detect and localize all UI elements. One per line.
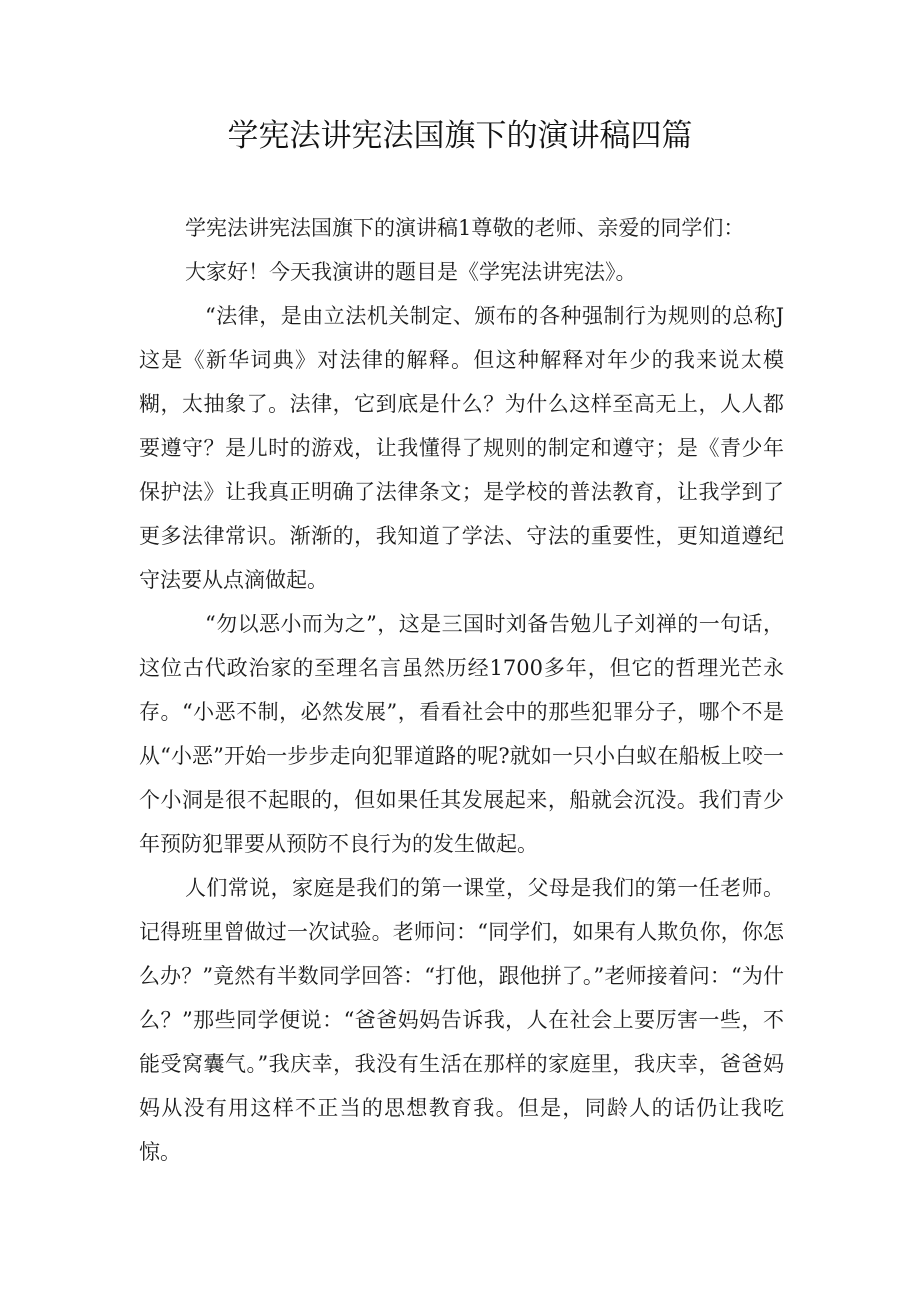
paragraph-small-evil: “勿以恶小而为之”，这是三国时刘备告勉儿子刘禅的一句话，这位古代政治家的至理名言虽然历经1700多年，但它的哲理光芒永存。“小恶不制，必然发展”，看看社会中的那些犯罪分子，哪个不是从“小恶”开始一步步走向犯罪道路的呢?就如一只小白蚁在船板上咬一个小洞是很不起眼的，但如果任其发展起来，船就会沉没。我们青少年预防犯罪要从预防不良行为的发生做起。 bbox=[139, 612, 784, 856]
paragraph-greeting: 学宪法讲宪法国旗下的演讲稿1尊敬的老师、亲爱的同学们： bbox=[185, 216, 745, 240]
paragraph-intro: 大家好！今天我演讲的题目是《学宪法讲宪法》。 bbox=[185, 260, 637, 284]
paragraph-law-definition: “法律，是由立法机关制定、颁布的各种强制行为规则的总称J这是《新华词典》对法律的解释。但这种解释对年少的我来说太模糊，太抽象了。法律，它到底是什么？为什么这样至高无上，人人都要遵守？是儿时的游戏，让我懂得了规则的制定和遵守；是《青少年保护法》让我真正明确了法律条文；是学校的普法教育，让我学到了更多法律常识。渐渐的，我知道了学法、守法的重要性，更知道遵纪守法要从点滴做起。 bbox=[139, 304, 784, 592]
paragraph-family: 人们常说，家庭是我们的第一课堂，父母是我们的第一任老师。记得班里曾做过一次试验。老师问：“同学们，如果有人欺负你，你怎么办？”竟然有半数同学回答：“打他，跟他拼了。”老师接着问：“为什么？”那些同学便说：“爸爸妈妈告诉我，人在社会上要厉害一些，不能受窝囊气。”我庆幸，我没有生活在那样的家庭里，我庆幸，爸爸妈妈从没有用这样不正当的思想教育我。但是，同龄人的话仍让我吃惊。 bbox=[139, 876, 784, 1164]
document-title: 学宪法讲宪法国旗下的演讲稿四篇 bbox=[227, 118, 693, 154]
document-body bbox=[139, 206, 784, 1174]
